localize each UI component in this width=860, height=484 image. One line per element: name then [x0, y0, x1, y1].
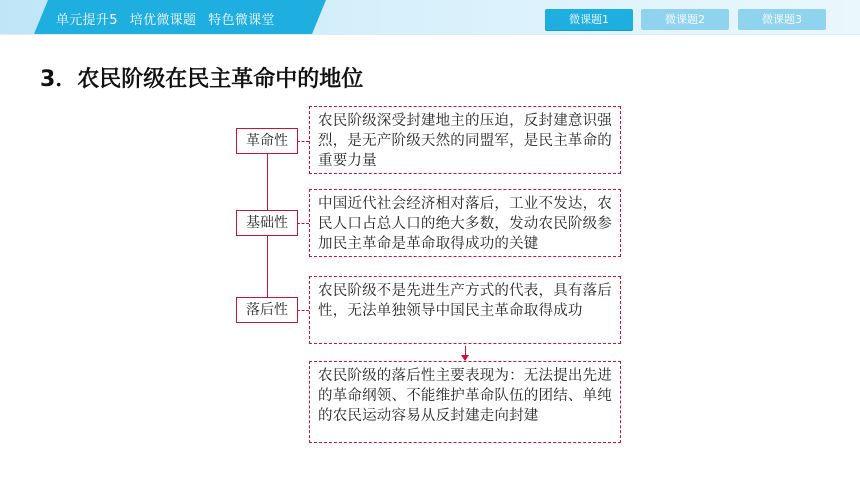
- label-foundational: 基础性: [236, 210, 298, 236]
- tab-micro-topic-3[interactable]: 微课题3: [738, 9, 826, 30]
- box-backward: 农民阶级不是先进生产方式的代表，具有落后性，无法单独领导中国民主革命取得成功: [309, 276, 621, 344]
- header-divider: [0, 34, 860, 35]
- tab-micro-topic-2[interactable]: 微课题2: [641, 9, 729, 30]
- connector-revolutionary: [297, 141, 309, 142]
- box-conclusion: 农民阶级的落后性主要表现为：无法提出先进的革命纲领、不能维护革命队伍的团结、单纯的农民运动容易从反封建走向封建: [309, 361, 621, 443]
- connector-foundational: [297, 223, 309, 224]
- breadcrumb: [56, 9, 287, 28]
- breadcrumb-class[interactable]: 特色微课堂: [208, 13, 275, 28]
- label-backward: 落后性: [236, 297, 298, 323]
- page-title: 3．农民阶级在民主革命中的地位: [40, 67, 364, 92]
- box-revolutionary: 农民阶级深受封建地主的压迫，反封建意识强烈，是无产阶级天然的同盟军，是民主革命的重要力量: [309, 106, 621, 174]
- breadcrumb-unit[interactable]: 单元提升5: [56, 13, 118, 28]
- label-revolutionary: 革命性: [236, 128, 298, 154]
- tab-micro-topic-1[interactable]: 微课题1: [545, 9, 633, 30]
- breadcrumb-topic[interactable]: 培优微课题: [129, 13, 197, 28]
- connector-backward: [297, 310, 309, 311]
- box-foundational: 中国近代社会经济相对落后，工业不发达，农民人口占总人口的绝大多数，发动农民阶级参加民主革命是革命取得成功的关键: [309, 189, 621, 257]
